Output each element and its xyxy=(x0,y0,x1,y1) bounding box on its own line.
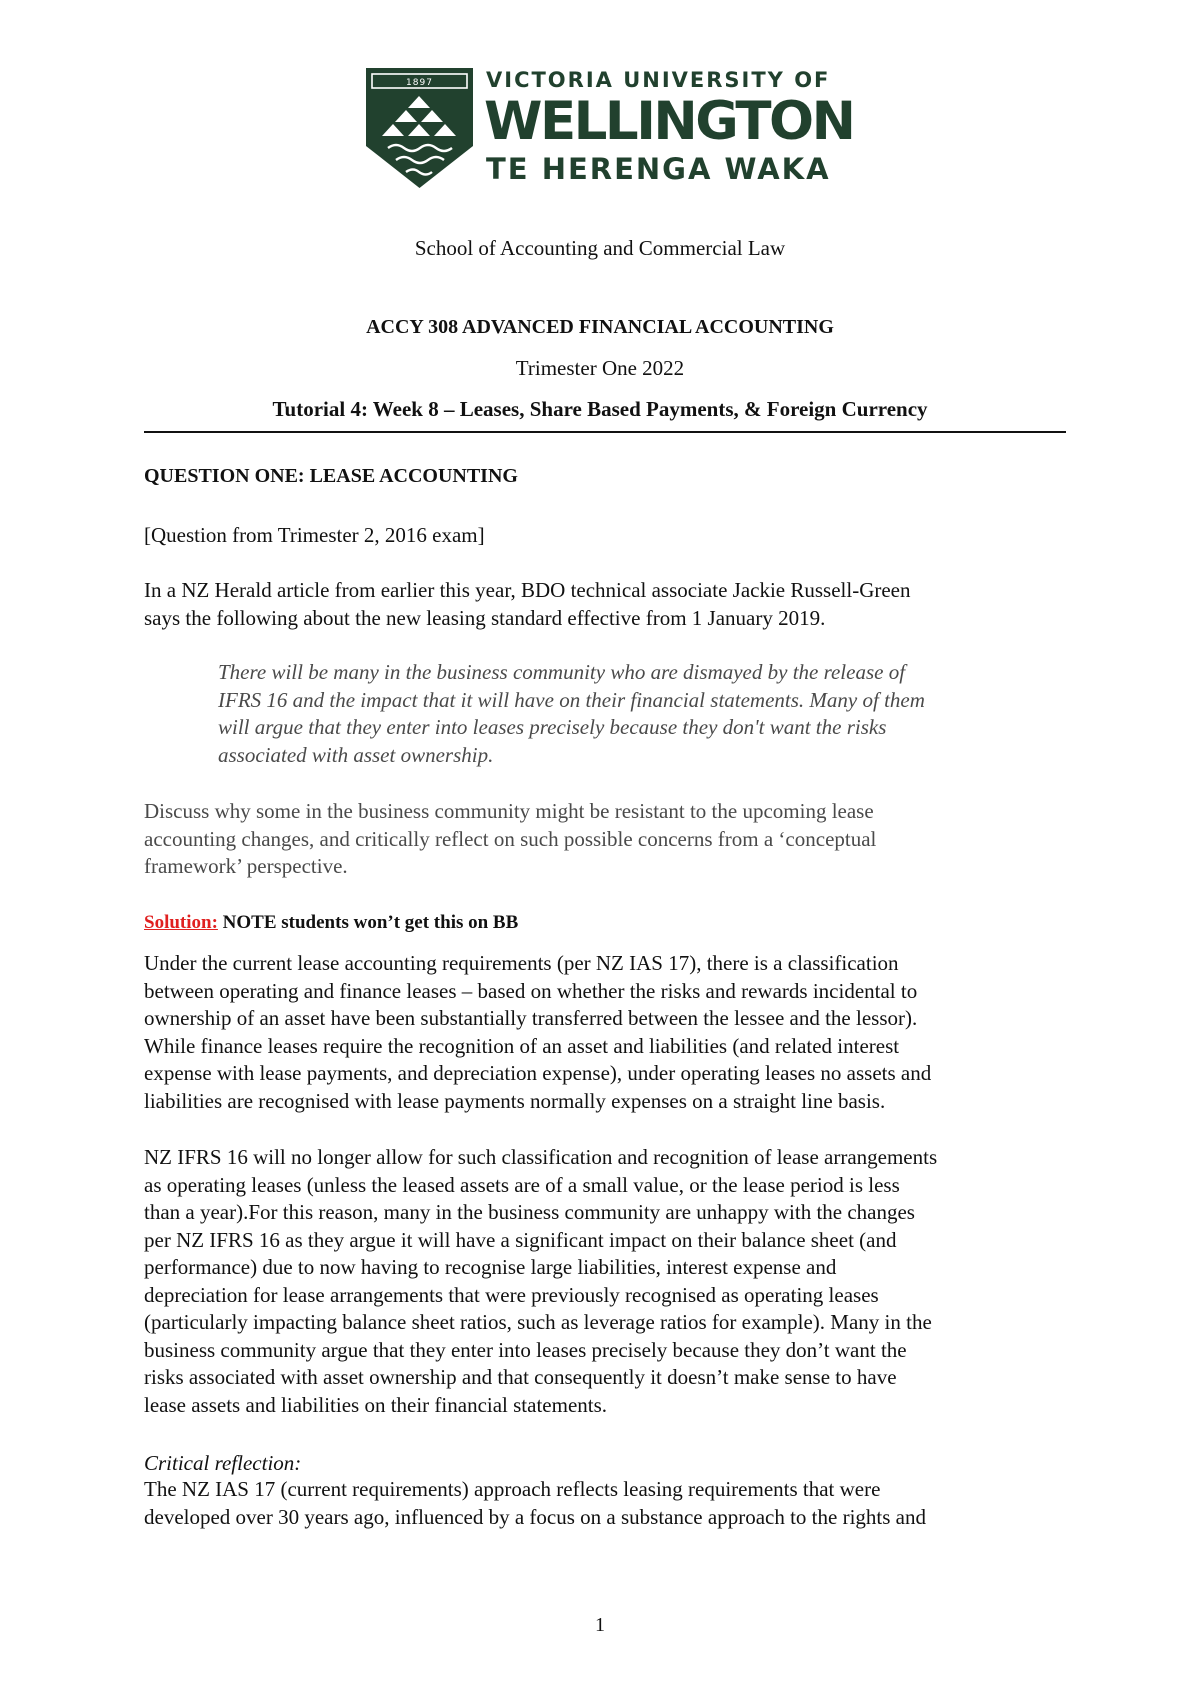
quote-line: IFRS 16 and the impact that it will have on their financial statements. Many of them xyxy=(218,687,925,712)
solution-paragraph-1 xyxy=(144,950,1066,1115)
course-title: ACCY 308 ADVANCED FINANCIAL ACCOUNTING xyxy=(366,316,834,338)
text-line: business community argue that they enter into leases precisely because they don’t want the xyxy=(144,1337,907,1362)
text-line: as operating leases (unless the leased assets are of a small value, or the lease period is less xyxy=(144,1172,900,1197)
university-crest-icon xyxy=(366,68,473,188)
text-line: liabilities are recognised with lease payments normally expenses on a straight line basis. xyxy=(144,1088,886,1113)
quote-line: associated with asset ownership. xyxy=(218,742,494,767)
question-prompt xyxy=(144,798,1066,881)
page-number: 1 xyxy=(595,1614,605,1636)
text-line: NZ IFRS 16 will no longer allow for such classification and recognition of lease arrangements xyxy=(144,1145,938,1169)
logo-line-2: WELLINGTON xyxy=(484,91,854,152)
text-line: The NZ IAS 17 (current requirements) approach reflects leasing requirements that were xyxy=(144,1477,881,1501)
logo-line-3: TE HERENGA WAKA xyxy=(486,152,831,186)
question-heading: QUESTION ONE: LEASE ACCOUNTING xyxy=(144,465,518,487)
text-line: Discuss why some in the business community might be resistant to the upcoming lease xyxy=(144,799,874,823)
block-quote xyxy=(218,659,1068,769)
quote-line: will argue that they enter into leases precisely because they don't want the risks xyxy=(218,715,887,739)
text-line: says the following about the new leasing standard effective from 1 January 2019. xyxy=(144,605,826,630)
question-source: [Question from Trimester 2, 2016 exam] xyxy=(144,523,485,547)
trimester: Trimester One 2022 xyxy=(515,356,685,380)
logo-line-1: VICTORIA UNIVERSITY OF xyxy=(486,68,831,92)
text-line: performance) due to now having to recognise large liabilities, interest expense and xyxy=(144,1255,837,1279)
critical-reflection-heading: Critical reflection: xyxy=(144,1451,302,1475)
solution-heading xyxy=(144,909,1066,937)
critical-reflection-paragraph xyxy=(144,1476,1066,1531)
text-line: expense with lease payments, and depreciation expense), under operating leases no assets and xyxy=(144,1061,932,1085)
text-line: risks associated with asset ownership and that consequently it doesn’t make sense to have xyxy=(144,1365,897,1389)
text-line: lease assets and liabilities on their financial statements. xyxy=(144,1392,608,1417)
text-line: In a NZ Herald article from earlier this year, BDO technical associate Jackie Russell-Green xyxy=(144,578,911,602)
solution-label: Solution: xyxy=(144,912,218,933)
logo-year: 1897 xyxy=(406,78,433,88)
text-line: Under the current lease accounting requirements (per NZ IAS 17), there is a classification xyxy=(144,951,899,975)
text-line: per NZ IFRS 16 as they argue it will have a significant impact on their balance sheet (and xyxy=(144,1227,897,1252)
text-line: depreciation for lease arrangements that were previously recognised as operating leases xyxy=(144,1282,879,1307)
quote-line: There will be many in the business community who are dismayed by the release of xyxy=(218,660,906,684)
university-logo xyxy=(366,64,854,194)
text-line: developed over 30 years ago, influenced by a focus on a substance approach to the rights and xyxy=(144,1504,926,1529)
solution-note: NOTE students won’t get this on BB xyxy=(217,912,519,933)
text-line: than a year).For this reason, many in the business community are unhappy with the changes xyxy=(144,1200,915,1224)
tutorial-title: Tutorial 4: Week 8 – Leases, Share Based Payments, & Foreign Currency xyxy=(272,397,928,421)
text-line: While finance leases require the recognition of an asset and liabilities (and related interest xyxy=(144,1033,900,1058)
text-line: between operating and finance leases – based on whether the risks and rewards incidental to xyxy=(144,978,918,1003)
text-line: ownership of an asset have been substantially transferred between the lessee and the lessor). xyxy=(144,1006,918,1030)
text-line: framework’ perspective. xyxy=(144,854,348,878)
question-intro xyxy=(144,577,1066,632)
school-name: School of Accounting and Commercial Law xyxy=(414,236,786,260)
text-line: (particularly impacting balance sheet ratios, such as leverage ratios for example). Many in the xyxy=(144,1310,932,1334)
header-divider xyxy=(144,431,1066,433)
text-line: accounting changes, and critically reflect on such possible concerns from a ‘conceptual xyxy=(144,826,877,851)
solution-paragraph-2 xyxy=(144,1144,1066,1419)
